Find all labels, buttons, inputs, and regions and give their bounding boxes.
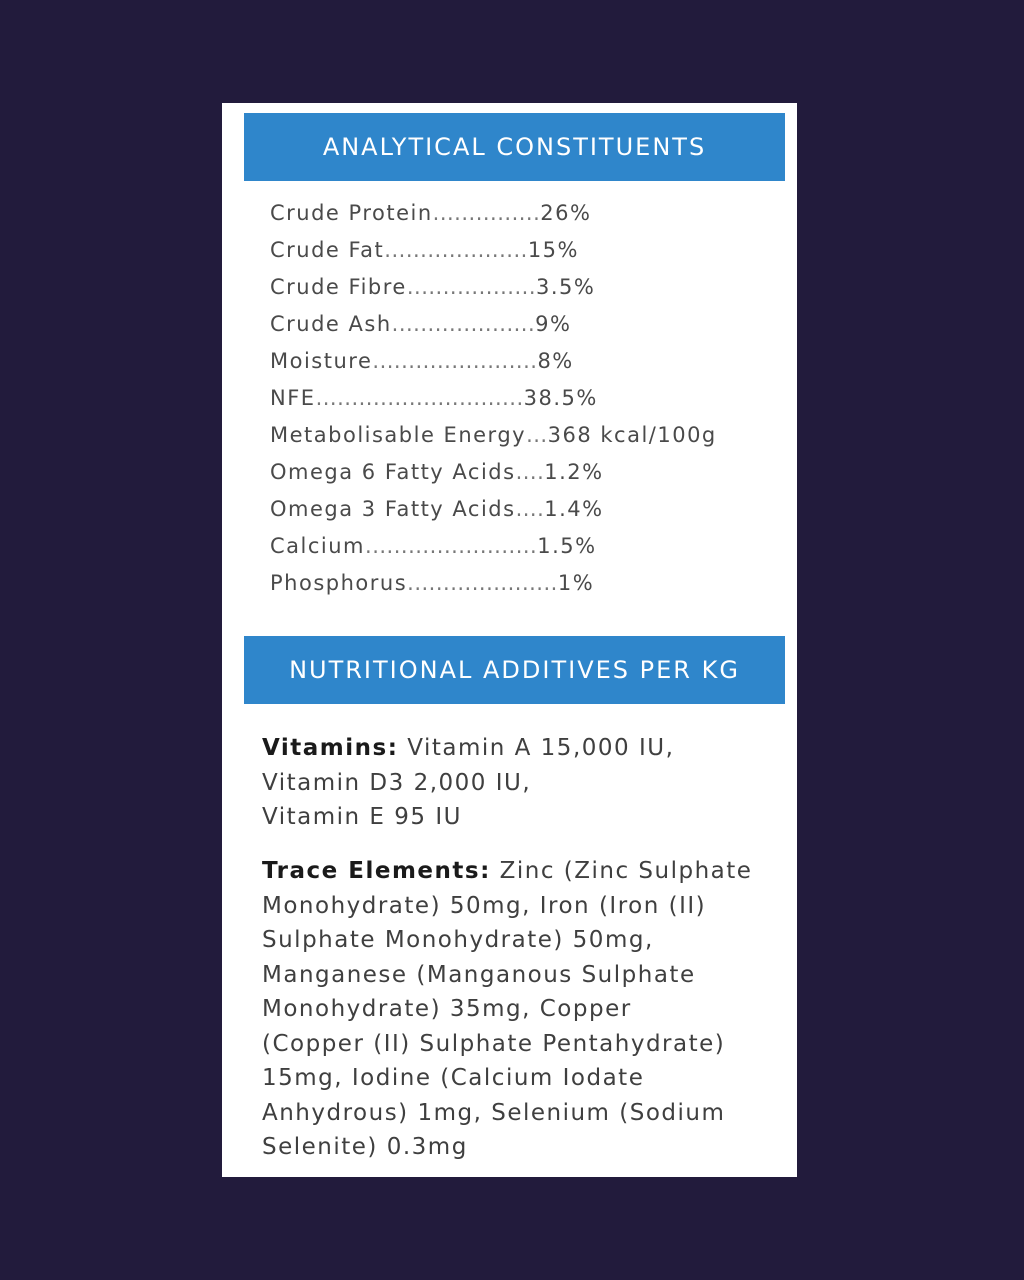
constituent-name: NFE bbox=[270, 386, 316, 410]
constituent-name: Calcium bbox=[270, 534, 366, 558]
constituent-row bbox=[270, 528, 717, 565]
trace-line: Selenite) 0.3mg bbox=[262, 1134, 468, 1160]
trace-elements-paragraph bbox=[262, 854, 792, 1165]
dot-leader: ..................... bbox=[407, 571, 558, 595]
dot-leader: ........................ bbox=[365, 534, 538, 558]
constituent-row bbox=[270, 454, 717, 491]
trace-line: 15mg, Iodine (Calcium Iodate bbox=[262, 1065, 645, 1091]
constituent-row bbox=[270, 380, 717, 417]
vitamins-paragraph bbox=[262, 731, 792, 835]
trace-line: (Copper (II) Sulphate Pentahydrate) bbox=[262, 1030, 726, 1057]
trace-line: Monohydrate) 35mg, Copper bbox=[262, 996, 632, 1022]
dot-leader: ............................. bbox=[315, 386, 524, 410]
trace-text: Zinc (Zinc Sulphate bbox=[490, 858, 753, 884]
constituent-name: Phosphorus bbox=[270, 571, 408, 595]
dot-leader: ... bbox=[526, 423, 548, 447]
constituent-name: Crude Fat bbox=[270, 238, 385, 262]
nutrition-label-card bbox=[222, 103, 797, 1177]
trace-elements-label: Trace Elements: bbox=[262, 858, 491, 884]
analytical-constituents-header: ANALYTICAL CONSTITUENTS bbox=[244, 113, 785, 181]
constituent-value: 8% bbox=[537, 349, 574, 373]
constituent-value: 1.2% bbox=[544, 460, 604, 484]
vitamins-text: Vitamin A 15,000 IU, bbox=[398, 735, 675, 761]
trace-line: Manganese (Manganous Sulphate bbox=[262, 961, 696, 988]
constituent-value: 1% bbox=[557, 571, 595, 595]
constituents-list bbox=[270, 195, 717, 602]
dot-leader: .... bbox=[515, 497, 545, 521]
constituent-value: 1.5% bbox=[537, 534, 597, 558]
constituent-row bbox=[270, 195, 717, 232]
constituent-value: 3.5% bbox=[536, 275, 596, 299]
constituent-row bbox=[270, 343, 717, 380]
dot-leader: ............... bbox=[432, 201, 541, 225]
trace-line: Anhydrous) 1mg, Selenium (Sodium bbox=[262, 1099, 726, 1126]
constituent-name: Metabolisable Energy bbox=[270, 423, 527, 447]
trace-line: Sulphate Monohydrate) 50mg, bbox=[262, 927, 654, 953]
constituent-value: 26% bbox=[540, 201, 592, 225]
dot-leader: .................. bbox=[406, 275, 536, 299]
nutritional-additives-header: NUTRITIONAL ADDITIVES PER KG bbox=[244, 636, 785, 704]
constituent-row bbox=[270, 565, 717, 602]
dot-leader: ....................... bbox=[372, 349, 538, 373]
trace-line bbox=[262, 854, 792, 889]
constituent-name: Crude Fibre bbox=[270, 275, 407, 299]
constituent-name: Moisture bbox=[270, 349, 373, 373]
dot-leader: .................... bbox=[384, 238, 528, 262]
constituent-name: Crude Ash bbox=[270, 312, 392, 336]
constituent-row bbox=[270, 306, 717, 343]
constituent-row bbox=[270, 232, 717, 269]
constituent-value: 38.5% bbox=[523, 386, 598, 410]
constituent-value: 1.4% bbox=[544, 497, 604, 521]
dot-leader: .... bbox=[515, 460, 545, 484]
constituent-name: Omega 3 Fatty Acids bbox=[270, 497, 516, 521]
constituent-row bbox=[270, 269, 717, 306]
constituent-value: 9% bbox=[535, 312, 572, 336]
vitamins-label: Vitamins: bbox=[262, 735, 399, 761]
vitamins-line: Vitamin E 95 IU bbox=[262, 804, 462, 830]
vitamins-line bbox=[262, 731, 792, 766]
constituent-name: Crude Protein bbox=[270, 201, 433, 225]
constituent-name: Omega 6 Fatty Acids bbox=[270, 460, 516, 484]
constituent-value: 15% bbox=[527, 238, 579, 262]
constituent-value: 368 kcal/100g bbox=[547, 423, 717, 447]
constituent-row bbox=[270, 417, 717, 454]
dot-leader: .................... bbox=[391, 312, 536, 336]
trace-line: Monohydrate) 50mg, Iron (Iron (II) bbox=[262, 892, 707, 919]
constituent-row bbox=[270, 491, 717, 528]
vitamins-line: Vitamin D3 2,000 IU, bbox=[262, 769, 532, 796]
